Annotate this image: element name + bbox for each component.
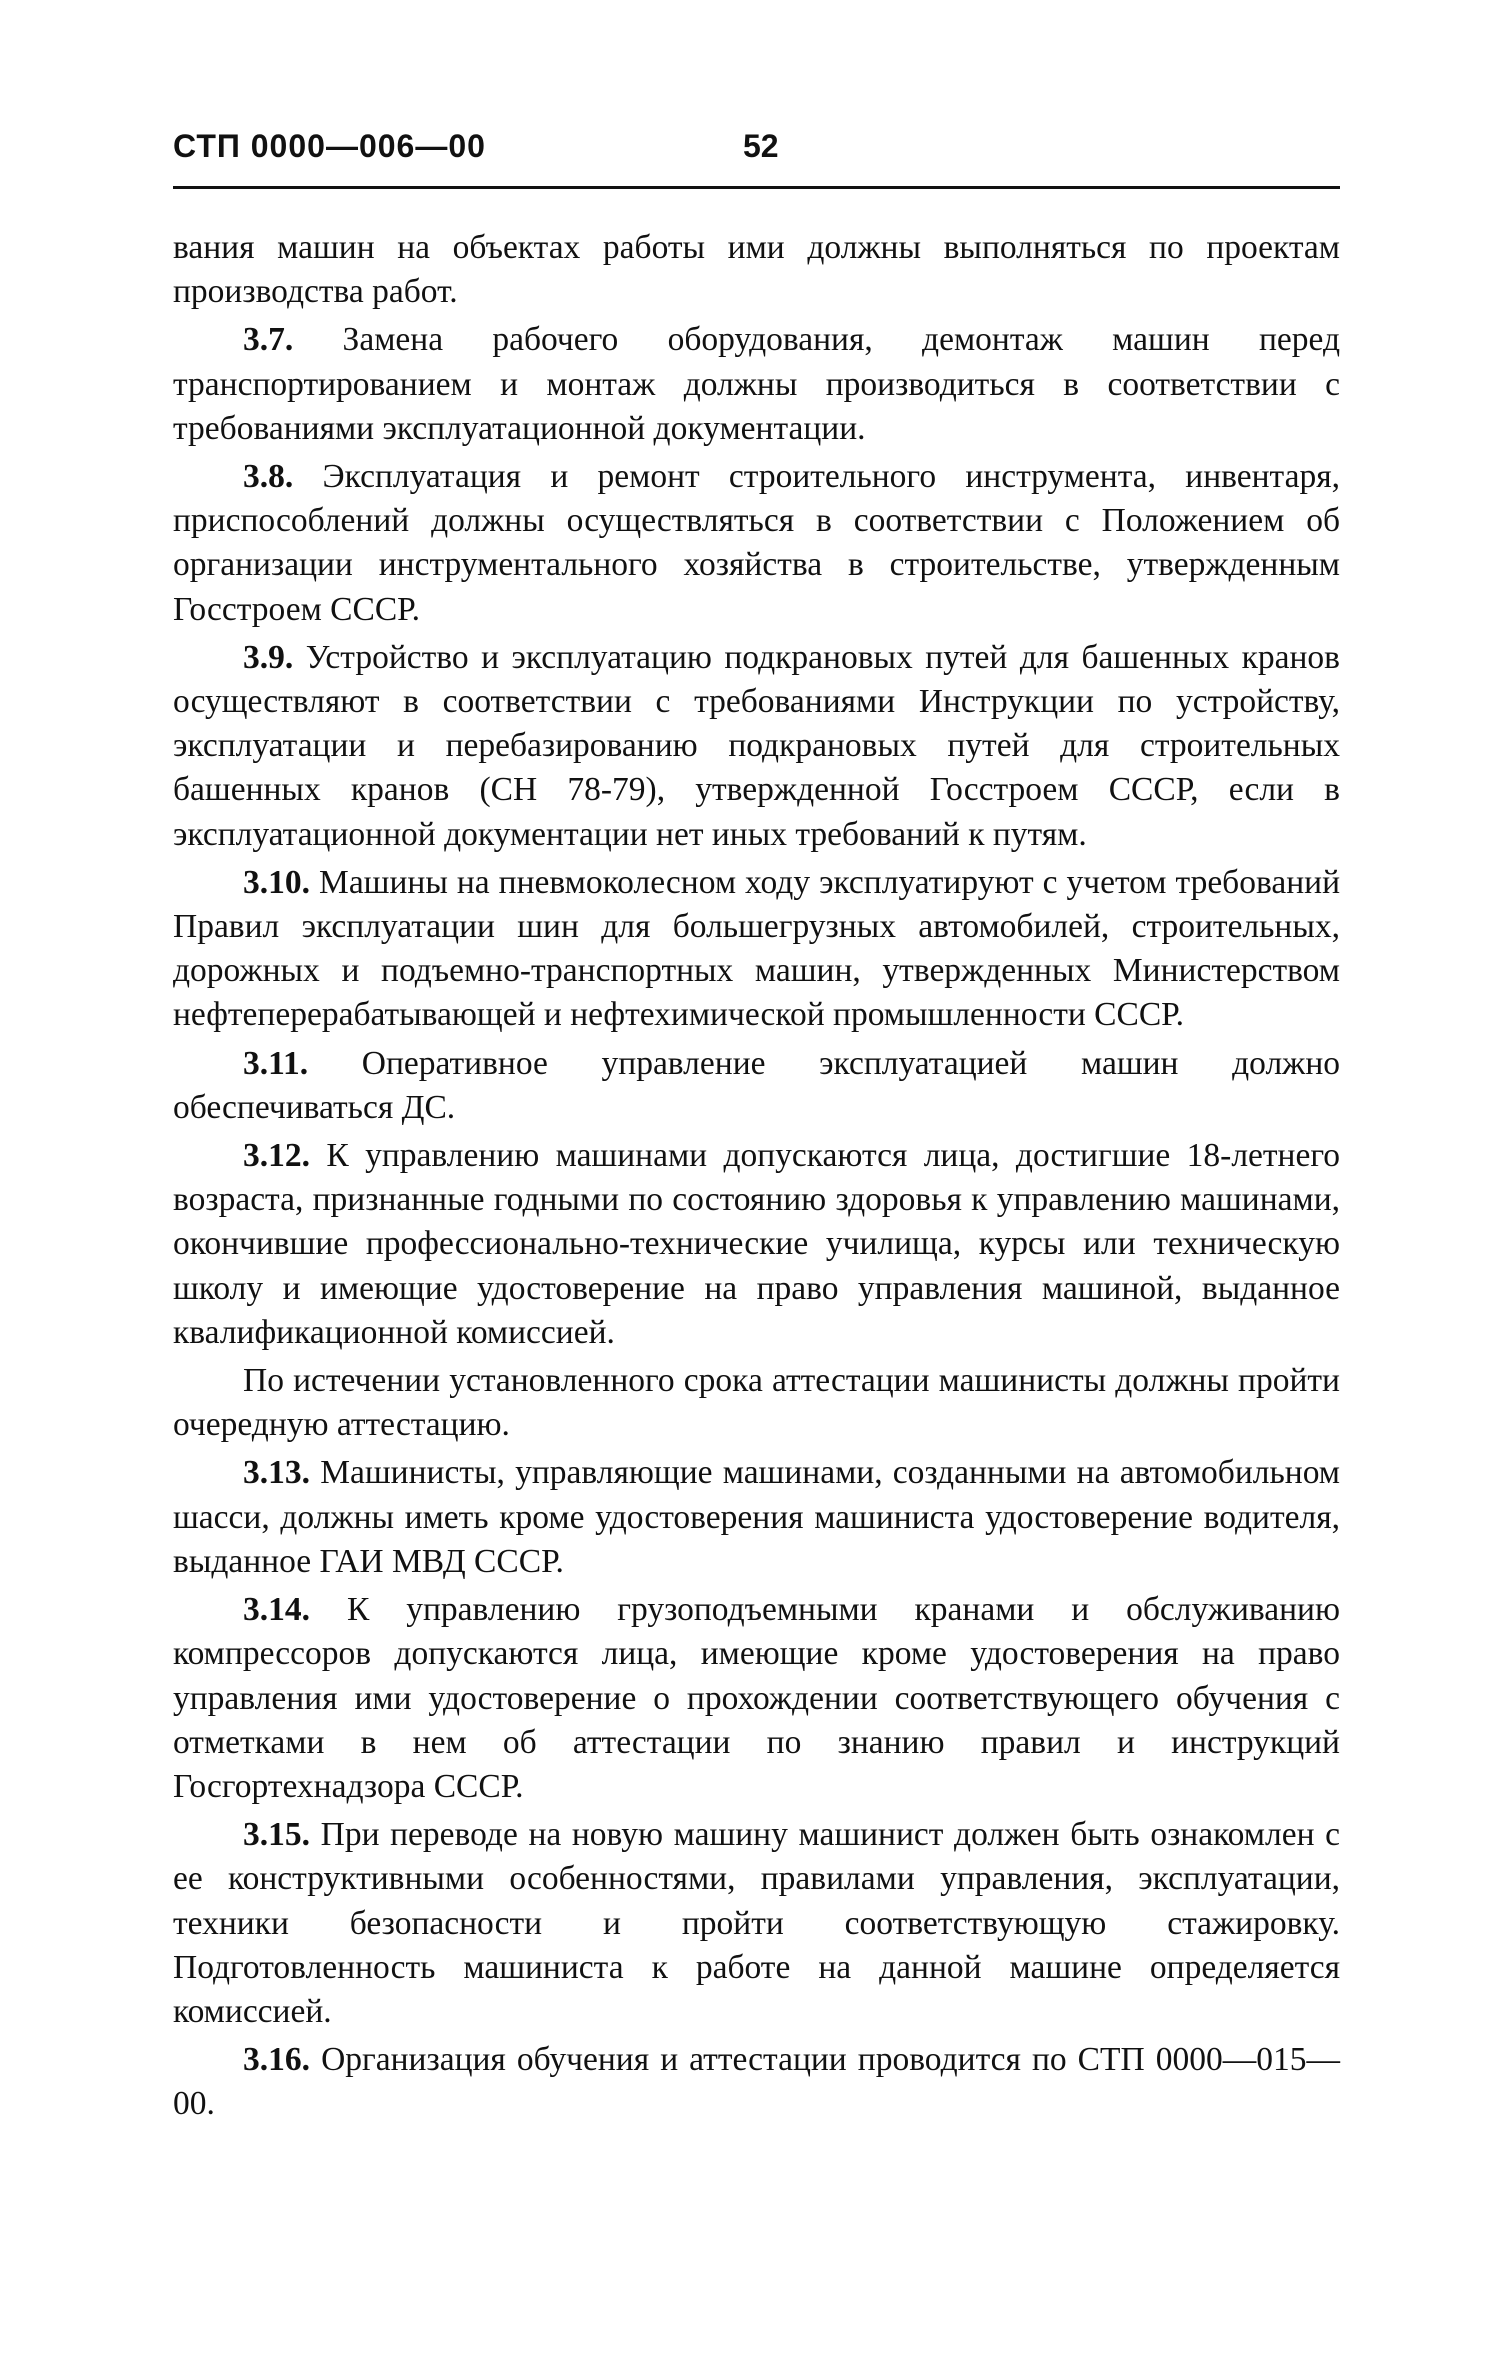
paragraph-3-8 xyxy=(173,455,1340,632)
clause-number: 3.8. xyxy=(243,458,294,496)
clause-number: 3.16. xyxy=(243,2041,310,2079)
paragraph-text: Машины на пневмоколесном ходу эксплуатируют с учетом требований Правил эксплуатации шин для большегрузных автомобилей, строительных, дорожных и подъемно-транспортных машин, утвержденных Министерством нефтеперерабатывающей и нефтехимической промышленности СССР. xyxy=(173,863,1341,1034)
header-rule xyxy=(173,186,1340,189)
clause-number: 3.12. xyxy=(243,1137,310,1175)
paragraph-3-12-note xyxy=(173,1359,1340,1447)
paragraph-text: Организация обучения и аттестации проводится по СТП 0000—015—00. xyxy=(173,2041,1340,2123)
page-header xyxy=(173,128,1340,178)
body-text xyxy=(173,226,1340,2131)
paragraph-text: вания машин на объектах работы ими должны выполняться по проектам производства работ. xyxy=(173,229,1340,311)
page-number: 52 xyxy=(743,128,779,164)
paragraph-3-14 xyxy=(173,1588,1340,1809)
paragraph-text: По истечении установленного срока аттестации машинисты должны пройти очередную аттестацию. xyxy=(173,1362,1340,1444)
clause-number: 3.11. xyxy=(243,1044,309,1082)
clause-number: 3.7. xyxy=(243,321,294,359)
paragraph-3-7 xyxy=(173,318,1340,451)
paragraph-3-15 xyxy=(173,1813,1340,2034)
paragraph-3-9 xyxy=(173,636,1340,857)
paragraph-3-13 xyxy=(173,1451,1340,1584)
paragraph-text: Эксплуатация и ремонт строительного инструмента, инвентаря, приспособлений должны осуществляться в соответствии с Положением об организации инструментального хозяйства в строительстве, утвержденным Госстроем СССР. xyxy=(173,458,1341,628)
paragraph-text: Устройство и эксплуатацию подкрановых путей для башенных кранов осуществляют в соответствии с требованиями Инструкции по устройству, эксплуатации и перебазированию подкрановых путей для строительных башенных кранов (СН 78-79), утвержденной Госстроем СССР, если в эксплуатационной документации нет иных требований к путям. xyxy=(173,638,1341,853)
paragraph-text: Оперативное управление эксплуатацией машин должно обеспечиваться ДС. xyxy=(173,1044,1340,1126)
paragraph-text: При переводе на новую машину машинист должен быть ознакомлен с ее конструктивными особенностями, правилами управления, эксплуатации, техники безопасности и пройти соответствующую стажировку. Подготовленность машиниста к работе на данной машине определяется комиссией. xyxy=(173,1816,1340,2030)
clause-number: 3.13. xyxy=(243,1454,310,1492)
paragraph-3-11 xyxy=(173,1042,1340,1130)
clause-number: 3.14. xyxy=(243,1591,310,1629)
clause-number: 3.9. xyxy=(243,638,294,676)
paragraph-text: К управлению грузоподъемными кранами и обслуживанию компрессоров допускаются лица, имеющие кроме удостоверения на право управления ими удостоверение о прохождении соответствующего обучения с отметками в нем об аттестации по знанию правил и инструкций Госгортехнадзора СССР. xyxy=(173,1591,1341,1805)
paragraph-3-16 xyxy=(173,2038,1340,2126)
paragraph-continuation xyxy=(173,226,1340,314)
paragraph-text: Замена рабочего оборудования, демонтаж машин перед транспортированием и монтаж должны производиться в соответствии с требованиями эксплуатационной документации. xyxy=(173,321,1340,447)
paragraph-3-12 xyxy=(173,1134,1340,1355)
paragraph-text: К управлению машинами допускаются лица, достигшие 18-летнего возраста, признанные годными по состоянию здоровья к управлению машинами, окончившие профессионально-технические училища, курсы или техническую школу и имеющие удостоверение на право управления машиной, выданное квалификационной комиссией. xyxy=(173,1137,1340,1351)
paragraph-text: Машинисты, управляющие машинами, созданными на автомобильном шасси, должны иметь кроме удостоверения машиниста удостоверение водителя, выданное ГАИ МВД СССР. xyxy=(173,1454,1341,1580)
clause-number: 3.15. xyxy=(243,1816,310,1854)
document-code: СТП 0000—006—00 xyxy=(173,128,486,164)
paragraph-3-10 xyxy=(173,861,1340,1038)
clause-number: 3.10. xyxy=(243,863,310,901)
